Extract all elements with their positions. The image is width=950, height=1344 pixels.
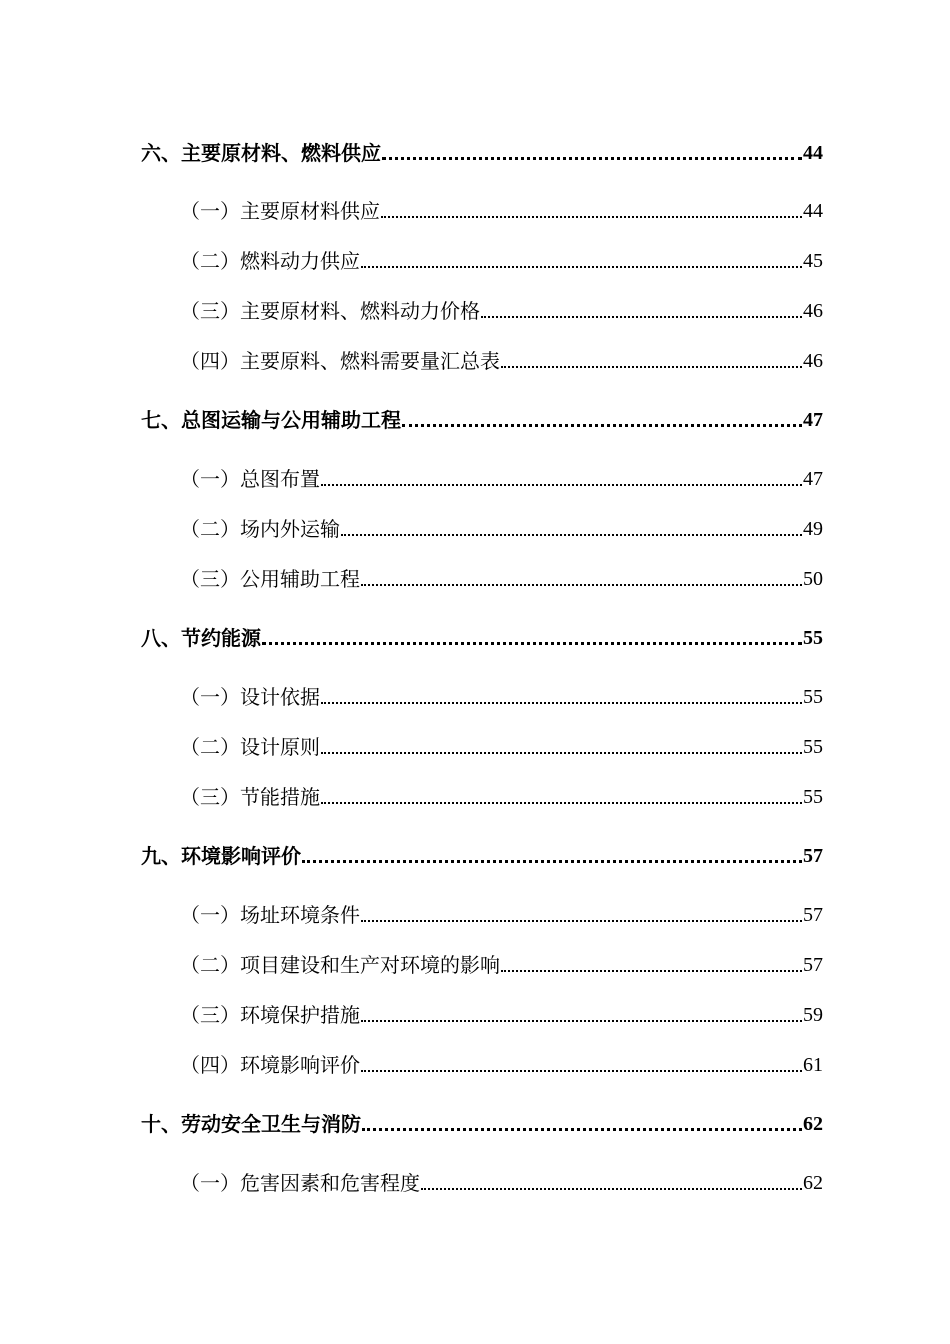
toc-page-number: 44 [803, 200, 823, 222]
toc-entry-title: 九、环境影响评价 [141, 844, 301, 868]
toc-section-entry[interactable] [180, 514, 823, 544]
toc-section-entry[interactable] [180, 782, 823, 812]
toc-entry-title: （一）危害因素和危害程度 [180, 1171, 420, 1195]
toc-entry-title: （二）场内外运输 [180, 517, 340, 541]
dot-leader [361, 900, 802, 930]
toc-entry-title: 十、劳动安全卫生与消防 [141, 1112, 361, 1136]
toc-page-number: 59 [803, 1004, 823, 1026]
toc-entry-title: （一）主要原材料供应 [180, 199, 380, 223]
toc-section-entry[interactable] [180, 1000, 823, 1030]
dot-leader [321, 464, 802, 494]
toc-section-entry[interactable] [180, 296, 823, 326]
toc-entry-title: （三）主要原材料、燃料动力价格 [180, 299, 480, 323]
toc-page-number: 61 [803, 1054, 823, 1076]
dot-leader [321, 782, 802, 812]
toc-page-number: 55 [803, 686, 823, 708]
dot-leader [302, 841, 802, 871]
toc-page-number: 49 [803, 518, 823, 540]
toc-entry-title: （二）设计原则 [180, 735, 320, 759]
toc-section-entry[interactable] [180, 1050, 823, 1080]
toc-entry-title: （二）项目建设和生产对环境的影响 [180, 953, 500, 977]
toc-page-number: 57 [803, 954, 823, 976]
toc-page-number: 47 [803, 468, 823, 490]
toc-entry-title: （四）环境影响评价 [180, 1053, 360, 1077]
dot-leader [262, 623, 802, 653]
toc-section-entry[interactable] [180, 950, 823, 980]
toc-entry-title: （三）公用辅助工程 [180, 567, 360, 591]
toc-entry-title: 八、节约能源 [141, 626, 261, 650]
toc-chapter-entry[interactable] [141, 405, 823, 435]
toc-section-entry[interactable] [180, 196, 823, 226]
toc-page-number: 55 [803, 736, 823, 758]
dot-leader [501, 950, 802, 980]
toc-page-number: 46 [803, 350, 823, 372]
toc-section-entry[interactable] [180, 732, 823, 762]
toc-entry-title: 六、主要原材料、燃料供应 [141, 141, 381, 165]
toc-section-entry[interactable] [180, 464, 823, 494]
toc-section-entry[interactable] [180, 346, 823, 376]
toc-entry-title: （一）总图布置 [180, 467, 320, 491]
toc-entry-title: （二）燃料动力供应 [180, 249, 360, 273]
dot-leader [382, 138, 802, 168]
toc-chapter-entry[interactable] [141, 841, 823, 871]
toc-entry-title: （一）场址环境条件 [180, 903, 360, 927]
dot-leader [361, 564, 802, 594]
toc-page-number: 62 [803, 1172, 823, 1194]
toc-entry-title: （三）节能措施 [180, 785, 320, 809]
dot-leader [481, 296, 802, 326]
toc-section-entry[interactable] [180, 246, 823, 276]
toc-page-number: 55 [803, 627, 823, 649]
dot-leader [361, 1000, 802, 1030]
toc-entry-title: 七、总图运输与公用辅助工程 [141, 408, 401, 432]
toc-entry-title: （一）设计依据 [180, 685, 320, 709]
toc-page-number: 62 [803, 1113, 823, 1135]
toc-page-number: 46 [803, 300, 823, 322]
dot-leader [361, 1050, 802, 1080]
toc-section-entry[interactable] [180, 1168, 823, 1198]
toc-page-number: 57 [803, 845, 823, 867]
dot-leader [402, 405, 802, 435]
toc-chapter-entry[interactable] [141, 138, 823, 168]
toc-page-number: 55 [803, 786, 823, 808]
toc-page-number: 50 [803, 568, 823, 590]
dot-leader [381, 196, 802, 226]
toc-section-entry[interactable] [180, 900, 823, 930]
toc-entry-title: （三）环境保护措施 [180, 1003, 360, 1027]
toc-section-entry[interactable] [180, 564, 823, 594]
toc-page-number: 44 [803, 142, 823, 164]
dot-leader [341, 514, 802, 544]
toc-section-entry[interactable] [180, 682, 823, 712]
dot-leader [321, 682, 802, 712]
dot-leader [501, 346, 802, 376]
toc-page-number: 57 [803, 904, 823, 926]
toc-entry-title: （四）主要原料、燃料需要量汇总表 [180, 349, 500, 373]
toc-page-number: 47 [803, 409, 823, 431]
toc-chapter-entry[interactable] [141, 623, 823, 653]
toc-chapter-entry[interactable] [141, 1109, 823, 1139]
dot-leader [421, 1168, 802, 1198]
toc-page-number: 45 [803, 250, 823, 272]
dot-leader [321, 732, 802, 762]
dot-leader [362, 1109, 802, 1139]
dot-leader [361, 246, 802, 276]
